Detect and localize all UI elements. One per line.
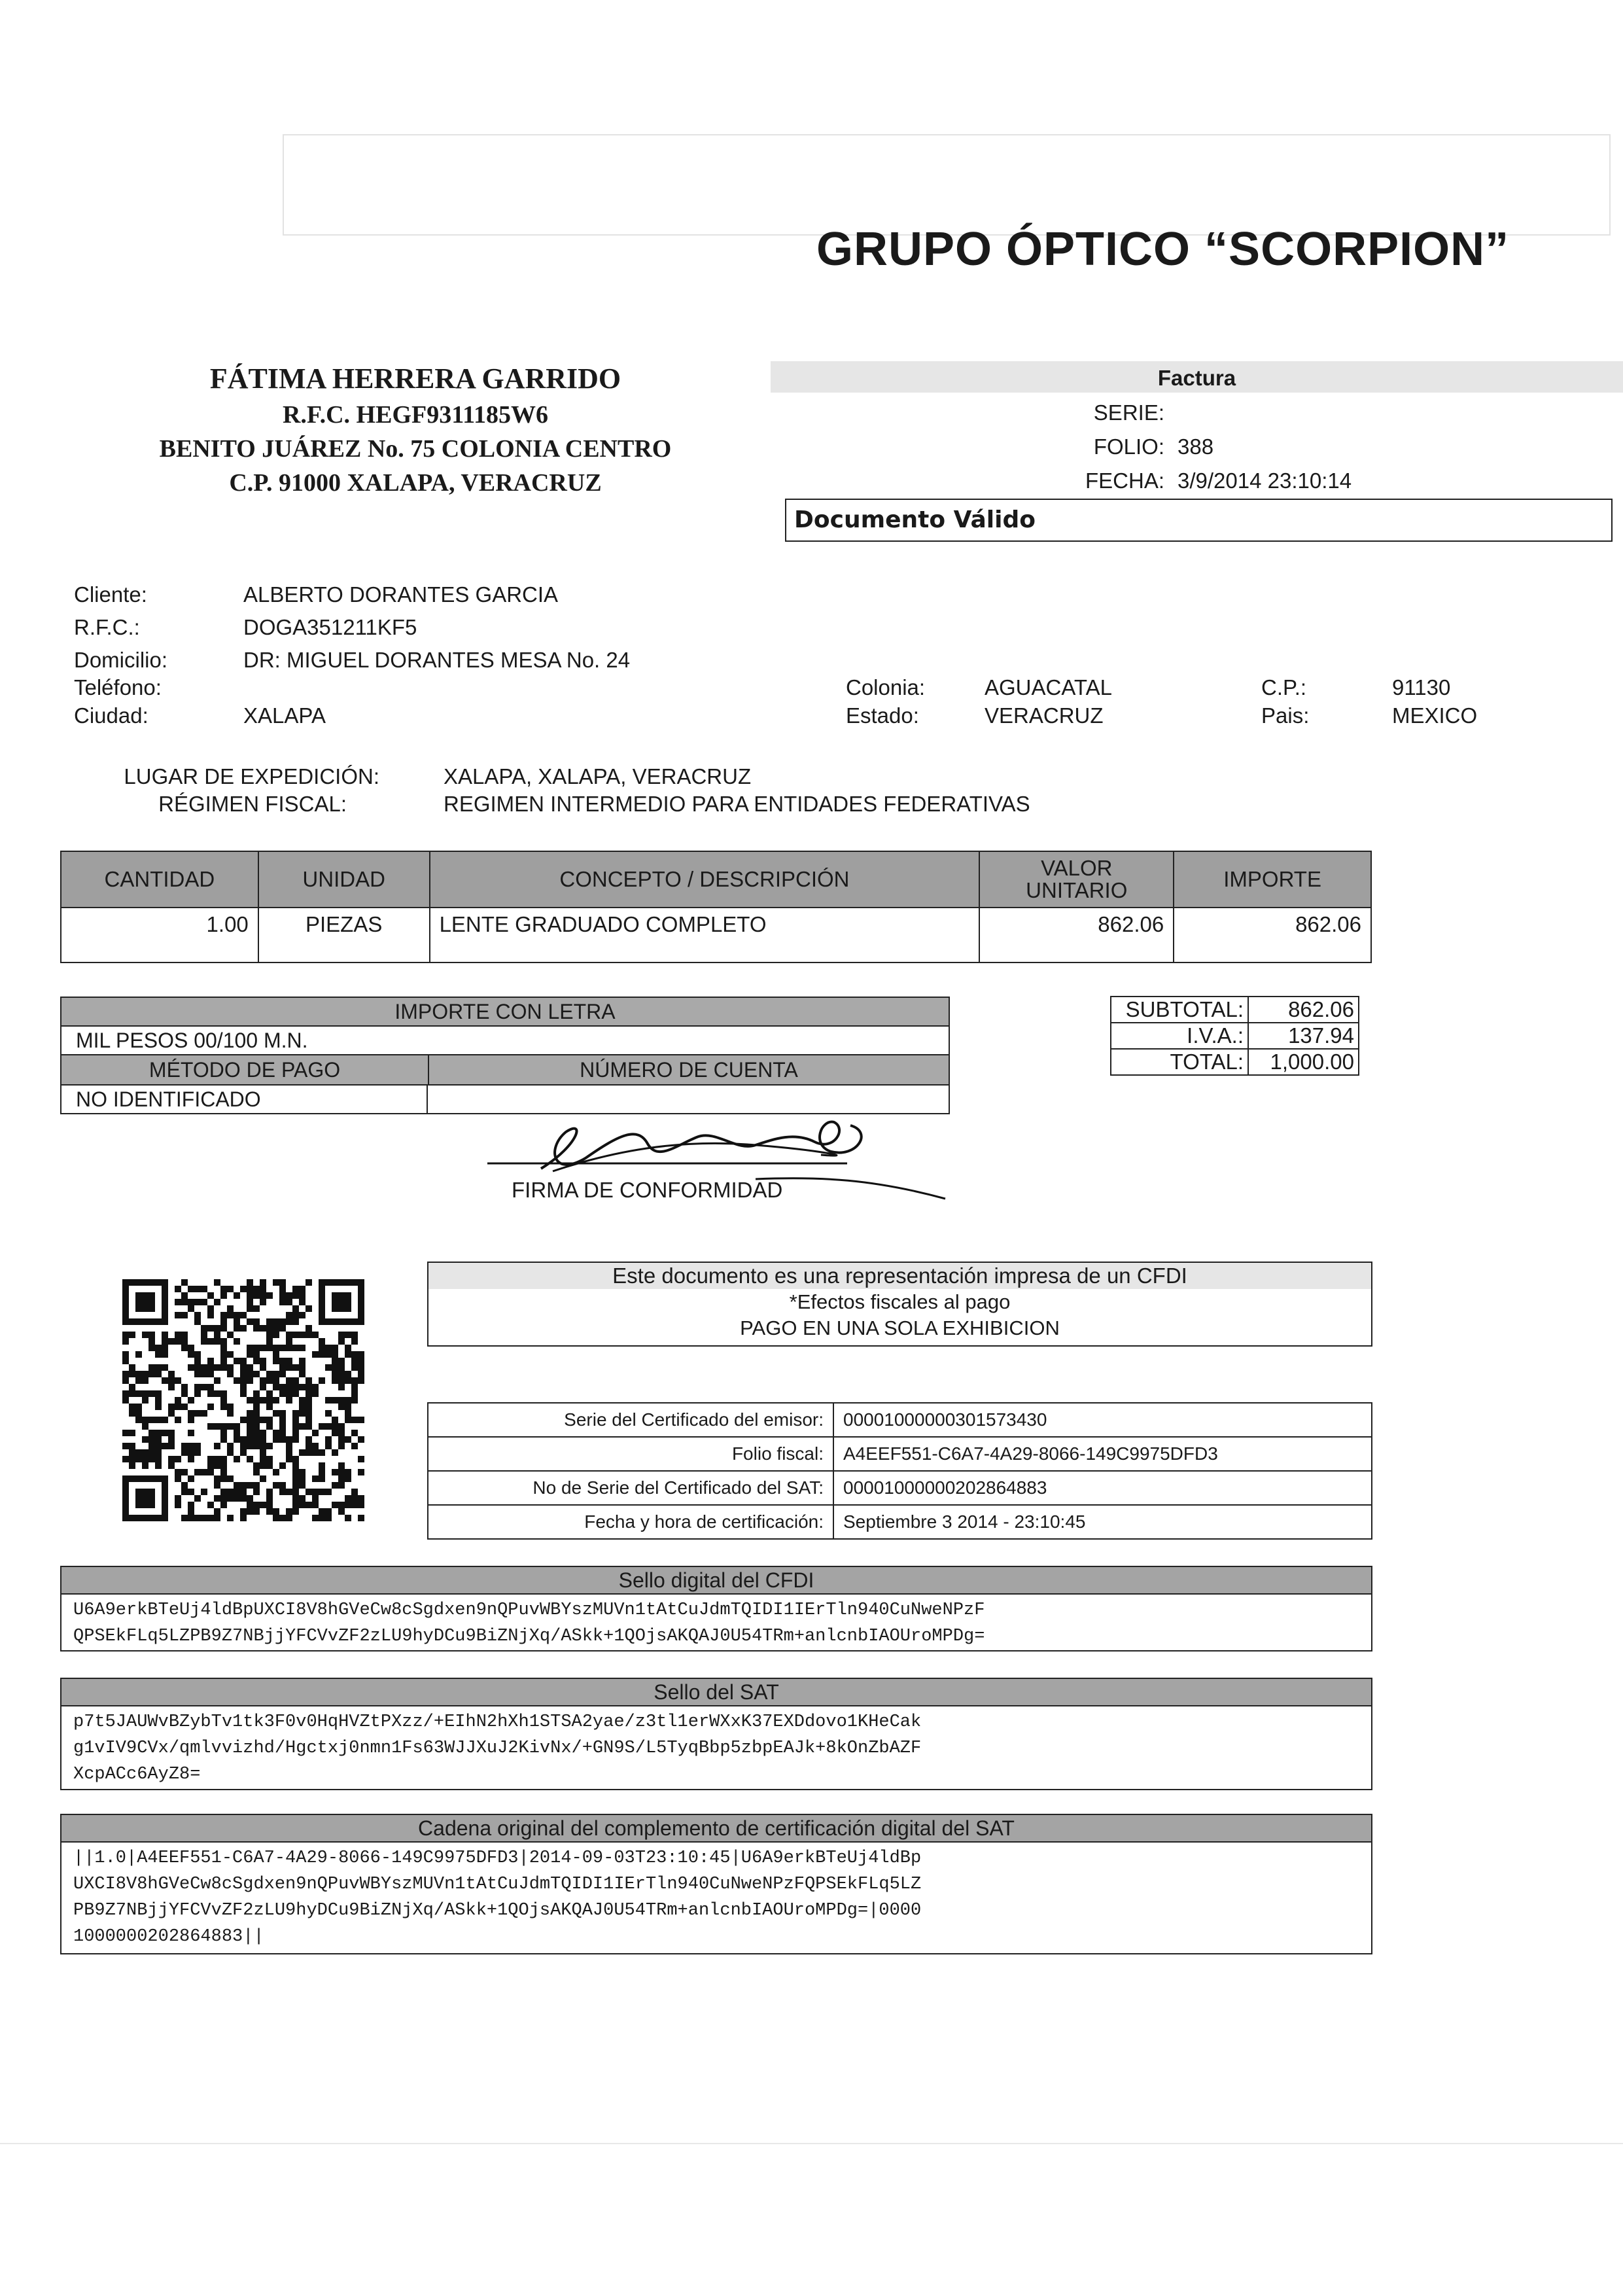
fecha-value: 3/9/2014 23:10:14 [1178,468,1352,493]
colonia-label: Colonia: [846,675,926,699]
cp-label: C.P.: [1261,675,1307,699]
invoice-title-bar [771,361,1623,393]
subtotal-label: SUBTOTAL: [1111,997,1248,1023]
sello-cfdi-line: U6A9erkBTeUj4ldBpUXCI8V8hGVeCw8cSgdxen9nQPuvWBYszMUVn1tAtCuJdmTQIDI1IErTln940CuNweNPzF [73,1600,985,1620]
cell-importe: 862.06 [1174,908,1371,963]
iva-value: 137.94 [1248,1023,1359,1049]
col-importe: IMPORTE [1174,851,1371,908]
table-row [428,1471,1372,1505]
importe-letra-label: IMPORTE CON LETRA [61,998,949,1027]
invoice-title: Factura [1157,366,1236,390]
table-row [428,1437,1372,1471]
colonia-value: AGUACATAL [985,675,1112,699]
pais-value: MEXICO [1392,703,1478,728]
telefono-label: Teléfono: [74,675,162,699]
items-table [60,851,1372,963]
items-header-row [61,851,1371,908]
certification-table [427,1402,1372,1540]
estado-value: VERACRUZ [985,703,1104,728]
cfdi-notice-line3: PAGO EN UNA SOLA EXHIBICION [740,1316,1060,1339]
subtotal-value: 862.06 [1248,997,1359,1023]
numero-cuenta-label: NÚMERO DE CUENTA [429,1055,949,1084]
cp-value: 91130 [1392,675,1451,699]
cert-label: Folio fiscal: [428,1437,833,1471]
iva-label: I.V.A.: [1111,1023,1248,1049]
cell-concepto: LENTE GRADUADO COMPLETO [430,908,980,963]
cliente-label: Cliente: [74,582,147,607]
sello-sat-box [60,1678,1372,1790]
col-concepto: CONCEPTO / DESCRIPCIÓN [430,851,980,908]
domicilio-value: DR: MIGUEL DORANTES MESA No. 24 [243,648,631,672]
metodo-pago-label: MÉTODO DE PAGO [61,1055,429,1084]
cadena-line: PB9Z7NBjjYFCVvZF2zLU9hyDCu9BiZNjXq/ASkk+1QOjsAKQAJ0U54TRm+anlcnbIAOUroMPDg=|0000 [73,1901,922,1920]
sello-sat-title: Sello del SAT [61,1679,1371,1706]
table-row [428,1403,1372,1437]
table-row [428,1505,1372,1539]
issuer-rfc: R.F.C. HEGF9311185W6 [282,401,549,429]
metodo-pago-value: NO IDENTIFICADO [61,1086,428,1113]
total-value: 1,000.00 [1248,1049,1359,1075]
cert-value: Septiembre 3 2014 - 23:10:45 [833,1505,1372,1539]
domicilio-label: Domicilio: [74,648,168,672]
cadena-box [60,1814,1372,1954]
sello-cfdi-line: QPSEkFLq5LZPB9Z7NBjjYFCVvZF2zLU9hyDCu9BiZNjXq/ASkk+1QOjsAKQAJ0U54TRm+anlcnbIAOUroMPDg= [73,1627,985,1646]
cell-unidad: PIEZAS [258,908,430,963]
sello-cfdi-title: Sello digital del CFDI [61,1567,1371,1595]
cert-label: No de Serie del Certificado del SAT: [428,1471,833,1505]
fecha-label: FECHA: [1085,468,1164,493]
total-row [1111,1049,1359,1075]
issuer-address: BENITO JUÁREZ No. 75 COLONIA CENTRO [159,435,672,463]
regimen-label: RÉGIMEN FISCAL: [158,792,347,816]
ciudad-value: XALAPA [243,703,326,728]
ciudad-label: Ciudad: [74,703,148,728]
company-name: GRUPO ÓPTICO “SCORPION” [816,223,1510,275]
lugar-value: XALAPA, XALAPA, VERACRUZ [444,764,752,788]
rfc-value: DOGA351211KF5 [243,615,417,639]
rfc-label: R.F.C.: [74,615,140,639]
cliente-value: ALBERTO DORANTES GARCIA [243,582,559,607]
cert-value: 00001000000301573430 [833,1403,1372,1437]
cell-cantidad: 1.00 [61,908,258,963]
validity-box [785,499,1613,542]
cadena-line: ||1.0|A4EEF551-C6A7-4A29-8066-149C9975DFD3|2014-09-03T23:10:45|U6A9erkBTeUj4ldBp [73,1848,922,1868]
serie-label: SERIE: [1093,400,1164,425]
sello-sat-line: p7t5JAUWvBZybTv1tk3F0v0HqHVZtPXzz/+EIhN2hXh1STSA2yae/z3tl1erWXxK37EXDdovo1KHeCak [73,1712,922,1732]
col-cantidad: CANTIDAD [61,851,258,908]
estado-label: Estado: [846,703,919,728]
cert-label: Fecha y hora de certificación: [428,1505,833,1539]
cfdi-notice-box [427,1262,1372,1347]
folio-label: FOLIO: [1093,434,1164,459]
col-unidad: UNIDAD [258,851,430,908]
importe-letra-value: MIL PESOS 00/100 M.N. [61,1027,949,1055]
cert-value: 00001000000202864883 [833,1471,1372,1505]
cadena-title: Cadena original del complemento de certificación digital del SAT [61,1815,1371,1843]
col-valor-unitario: VALOR UNITARIO [979,851,1174,908]
qr-code-image [114,1279,376,1528]
sello-sat-line: g1vIV9CVx/qmlvvizhd/Hgctxj0nmn1Fs63WJJXuJ2KivNx/+GN9S/L5TyqBbp5zbpEAJk+8kOnZbAZF [73,1739,922,1758]
payment-block [60,997,950,1114]
cell-valor-unitario: 862.06 [979,908,1174,963]
cadena-line: UXCI8V8hGVeCw8cSgdxen9nQPuvWBYszMUVn1tAtCuJdmTQIDI1IErTln940CuNweNPzFQPSEkFLq5LZ [73,1875,922,1894]
cfdi-notice-line1: Este documento es una representación impresa de un CFDI [428,1263,1371,1289]
regimen-value: REGIMEN INTERMEDIO PARA ENTIDADES FEDERATIVAS [444,792,1030,816]
cert-value: A4EEF551-C6A7-4A29-8066-149C9975DFD3 [833,1437,1372,1471]
folio-value: 388 [1178,434,1214,459]
scan-artifact-box [283,134,1611,236]
subtotal-row [1111,997,1359,1023]
total-label: TOTAL: [1111,1049,1248,1075]
issuer-name: FÁTIMA HERRERA GARRIDO [209,362,621,395]
cadena-line: 1000000202864883|| [73,1927,264,1947]
issuer-city: C.P. 91000 XALAPA, VERACRUZ [229,469,602,497]
table-row [61,908,1371,963]
totals-table [1110,996,1359,1076]
iva-row [1111,1023,1359,1049]
scan-artifact-rule [0,2143,1623,2144]
lugar-label: LUGAR DE EXPEDICIÓN: [124,764,379,788]
pais-label: Pais: [1261,703,1310,728]
cfdi-notice-line2: *Efectos fiscales al pago [789,1290,1011,1313]
signature-label: FIRMA DE CONFORMIDAD [512,1178,783,1202]
sello-sat-line: XcpACc6AyZ8= [73,1765,201,1784]
cert-label: Serie del Certificado del emisor: [428,1403,833,1437]
sello-cfdi-box [60,1566,1372,1651]
validity-text: Documento Válido [794,506,1036,533]
